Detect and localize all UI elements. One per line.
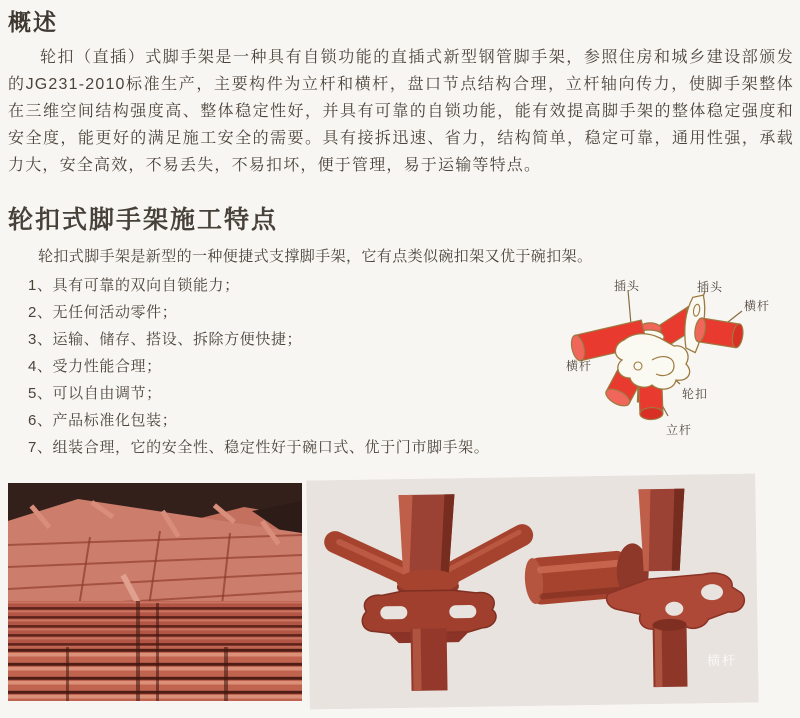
overview-heading: 概述 bbox=[8, 9, 58, 35]
diagram-label-wheel-buckle: 轮扣 bbox=[682, 387, 709, 401]
diagram-label-plug-left: 插头 bbox=[614, 279, 641, 293]
feature-item: 7、组装合理，它的安全性、稳定性好于碗口式、优于门市脚手架。 bbox=[28, 439, 490, 456]
diagram-label-standard: 立杆 bbox=[666, 423, 693, 437]
diagram-label-ledger-left: 横杆 bbox=[566, 359, 593, 373]
joint-closeups-graphic bbox=[306, 473, 759, 709]
diagram-label-plug-right: 插头 bbox=[697, 280, 724, 294]
feature-item: 6、产品标准化包装； bbox=[28, 412, 178, 429]
features-list bbox=[28, 272, 548, 461]
diagram-label-ledger-right: 横杆 bbox=[744, 299, 771, 313]
photo-watermark: 横杆 bbox=[706, 652, 738, 669]
features-intro: 轮扣式脚手架是新型的一种便捷式支撑脚手架，它有点类似碗扣架又优于碗扣架。 bbox=[38, 248, 593, 265]
photo-joint-closeups bbox=[306, 473, 759, 709]
features-heading: 轮扣式脚手架施工特点 bbox=[8, 206, 279, 234]
overview-paragraph: 轮扣（直插）式脚手架是一种具有自锁功能的直插式新型钢管脚手架，参照住房和城乡建设部颁发的JG231-2010标准生产，主要构件为立杆和横杆，盘口节点结构合理，立杆轴向传力，使脚手架整体在三维空间结构强度高、整体稳定性好，并具有可靠的自锁功能，能有效提高脚手架的整体稳定强度和安全度，能更好的满足施工安全的需要。具有接拆迅速、省力，结构简单，稳定可靠，通用性强，承载力大，安全高效，不易丢失，不易扣坏，便于管理，易于运输等特点。 bbox=[8, 49, 794, 174]
photo-stacked-pipes bbox=[8, 483, 302, 701]
feature-item: 3、运输、储存、搭设、拆除方便快捷； bbox=[28, 331, 303, 348]
feature-item: 1、具有可靠的双向自锁能力； bbox=[28, 277, 240, 294]
feature-item: 2、无任何活动零件； bbox=[28, 304, 178, 321]
feature-item: 5、可以自由调节； bbox=[28, 385, 162, 402]
feature-item: 4、受力性能合理； bbox=[28, 358, 162, 375]
joint-diagram bbox=[552, 250, 800, 462]
pipe-ledger-right bbox=[693, 317, 744, 348]
